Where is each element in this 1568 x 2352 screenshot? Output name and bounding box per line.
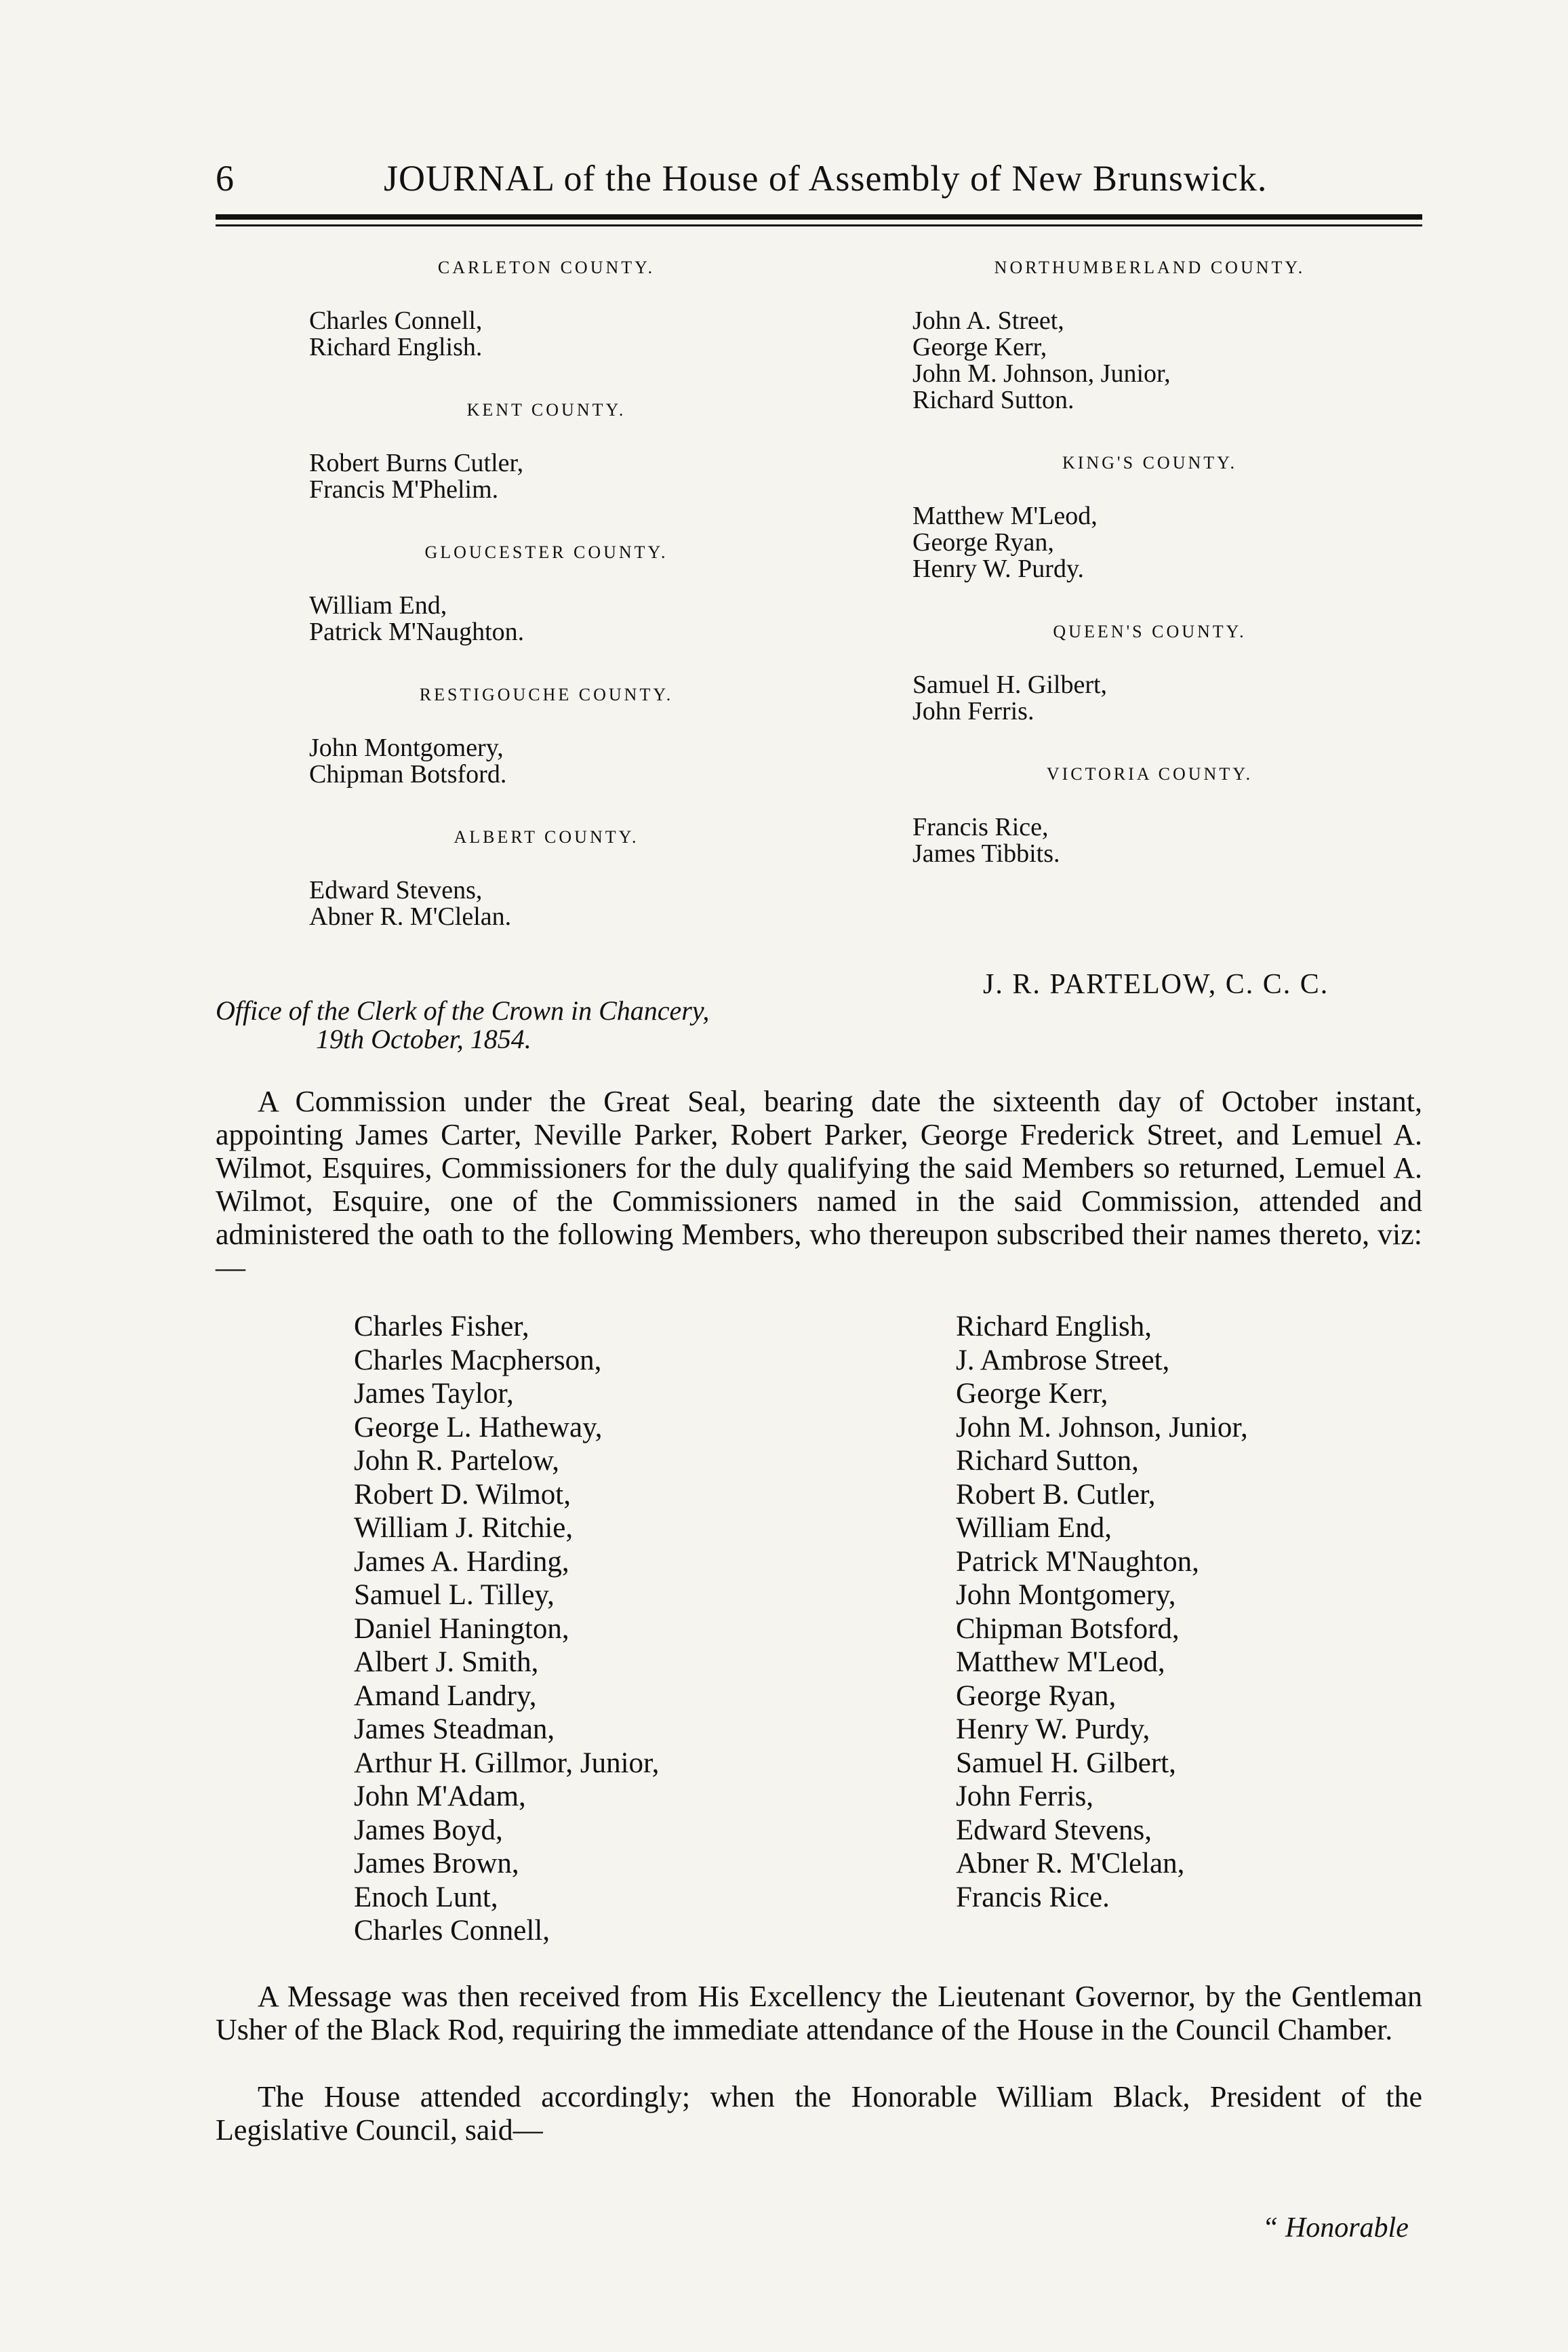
member-name: Edward Stevens,: [309, 876, 483, 904]
member-name: George L. Hatheway,: [354, 1411, 603, 1443]
member-name: Patrick M'Naughton,: [956, 1545, 1199, 1578]
member-name: J. Ambrose Street,: [956, 1344, 1170, 1376]
member-name: James Brown,: [354, 1848, 519, 1879]
header-rule-thin: [216, 224, 1422, 226]
county-heading: RESTIGOUCHE COUNTY.: [419, 685, 674, 704]
office-dateline: [216, 997, 709, 1054]
member-name: Chipman Botsford,: [956, 1612, 1180, 1645]
member-name: John M. Johnson, Junior,: [912, 359, 1171, 388]
county-heading: QUEEN'S COUNTY.: [1053, 622, 1247, 641]
member-name: William J. Ritchie,: [354, 1512, 574, 1544]
member-name: Matthew M'Leod,: [912, 502, 1098, 530]
member-name: Enoch Lunt,: [354, 1881, 498, 1913]
member-name: Richard Sutton,: [956, 1445, 1139, 1477]
member-name: Arthur H. Gillmor, Junior,: [354, 1747, 660, 1779]
member-name: John Ferris.: [912, 697, 1034, 725]
county-members: [309, 877, 784, 930]
member-name: Charles Connell,: [354, 1915, 550, 1947]
member-name: Charles Macpherson,: [354, 1344, 602, 1376]
county-members: [912, 814, 1387, 867]
member-name: James Steadman,: [354, 1713, 555, 1745]
member-name: John Montgomery,: [309, 734, 504, 762]
county-heading: KENT COUNTY.: [466, 400, 626, 420]
county-members: [912, 308, 1387, 414]
page-header: [216, 157, 1422, 212]
member-name: John Ferris,: [956, 1780, 1094, 1812]
member-name: William End,: [309, 591, 447, 620]
message-paragraph: A Message was then received from His Excellency the Lieutenant Governor, by the Gentleman Usher of the Black Rod, requiring the immediate attendance of the House in the Council Chamber.: [216, 1980, 1422, 2046]
office-date: 19th October, 1854.: [316, 1024, 531, 1054]
county-members: [309, 593, 784, 645]
county-members: [912, 672, 1387, 725]
member-name: Francis M'Phelim.: [309, 475, 499, 504]
member-name: Richard English,: [956, 1311, 1152, 1342]
member-name: Francis Rice.: [956, 1881, 1110, 1913]
county-members: [912, 503, 1387, 582]
catchword: “ Honorable: [1262, 2212, 1409, 2244]
member-name: James Boyd,: [354, 1814, 503, 1846]
county-members: [309, 735, 784, 788]
member-name: Abner R. M'Clelan,: [956, 1848, 1185, 1879]
member-name: Amand Landry,: [354, 1679, 537, 1712]
county-heading: ALBERT COUNTY.: [454, 827, 639, 847]
member-name: Samuel L. Tilley,: [354, 1579, 555, 1611]
member-name: Samuel H. Gilbert,: [912, 671, 1108, 699]
member-name: Henry W. Purdy,: [956, 1713, 1150, 1745]
member-name: Daniel Hanington,: [354, 1612, 569, 1645]
page-number: 6: [216, 158, 234, 199]
attendance-paragraph: The House attended accordingly; when the Honorable William Black, President of the Legislative Council, said—: [216, 2080, 1422, 2147]
member-name: Charles Connell,: [309, 306, 483, 335]
member-name: George Ryan,: [956, 1679, 1117, 1712]
header-rule-thick: [216, 214, 1422, 220]
county-heading: CARLETON COUNTY.: [437, 258, 656, 277]
county-heading: VICTORIA COUNTY.: [1046, 764, 1253, 784]
county-members: [309, 308, 784, 361]
clerk-signature: J. R. PARTELOW, C. C. C.: [983, 969, 1329, 1000]
member-name: James Taylor,: [354, 1378, 514, 1410]
member-name: Henry W. Purdy.: [912, 555, 1084, 583]
member-name: Edward Stevens,: [956, 1814, 1152, 1846]
member-name: William End,: [956, 1512, 1112, 1544]
county-heading: KING'S COUNTY.: [1062, 453, 1238, 473]
county-heading: GLOUCESTER COUNTY.: [424, 542, 668, 562]
sworn-members-right: [956, 1310, 1248, 1914]
member-name: James A. Harding,: [354, 1545, 569, 1578]
member-name: Abner R. M'Clelan.: [309, 902, 512, 931]
sworn-members-left: [354, 1310, 659, 1948]
member-name: Albert J. Smith,: [354, 1646, 539, 1678]
member-name: John M'Adam,: [354, 1780, 526, 1812]
member-name: Richard English.: [309, 333, 483, 361]
member-name: Chipman Botsford.: [309, 760, 507, 789]
member-name: Robert Burns Cutler,: [309, 449, 524, 477]
member-name: George Kerr,: [956, 1378, 1108, 1410]
county-column-right: [912, 258, 1387, 906]
member-name: Matthew M'Leod,: [956, 1646, 1165, 1678]
member-name: Charles Fisher,: [354, 1311, 529, 1342]
member-name: John R. Partelow,: [354, 1445, 559, 1477]
journal-title: JOURNAL of the House of Assembly of New Brunswick.: [384, 158, 1268, 199]
county-members: [309, 450, 784, 503]
member-name: Francis Rice,: [912, 813, 1049, 841]
member-name: Richard Sutton.: [912, 386, 1074, 414]
member-name: James Tibbits.: [912, 839, 1060, 868]
member-name: John A. Street,: [912, 306, 1064, 335]
county-heading: NORTHUMBERLAND COUNTY.: [994, 258, 1306, 277]
member-name: George Ryan,: [912, 528, 1054, 557]
commission-paragraph: A Commission under the Great Seal, bearing date the sixteenth day of October instant, appointing James Carter, Neville Parker, Robert Parker, George Frederick Street, and Lemuel A. Wilmot, Esquires, Commissioners for the duly qualifying the said Members so returned, Lemuel A. Wilmot, Esquire, one of the Commissioners named in the said Commission, attended and administered the oath to the following Members, who thereupon subscribed their names thereto, viz:—: [216, 1085, 1422, 1284]
county-column-left: [309, 258, 784, 970]
member-name: Samuel H. Gilbert,: [956, 1747, 1176, 1779]
office-line: Office of the Clerk of the Crown in Chancery,: [216, 995, 710, 1026]
member-name: Robert D. Wilmot,: [354, 1478, 571, 1511]
member-name: John Montgomery,: [956, 1579, 1176, 1611]
member-name: Robert B. Cutler,: [956, 1478, 1156, 1511]
member-name: Patrick M'Naughton.: [309, 618, 525, 646]
member-name: John M. Johnson, Junior,: [956, 1411, 1248, 1443]
member-name: George Kerr,: [912, 333, 1047, 361]
